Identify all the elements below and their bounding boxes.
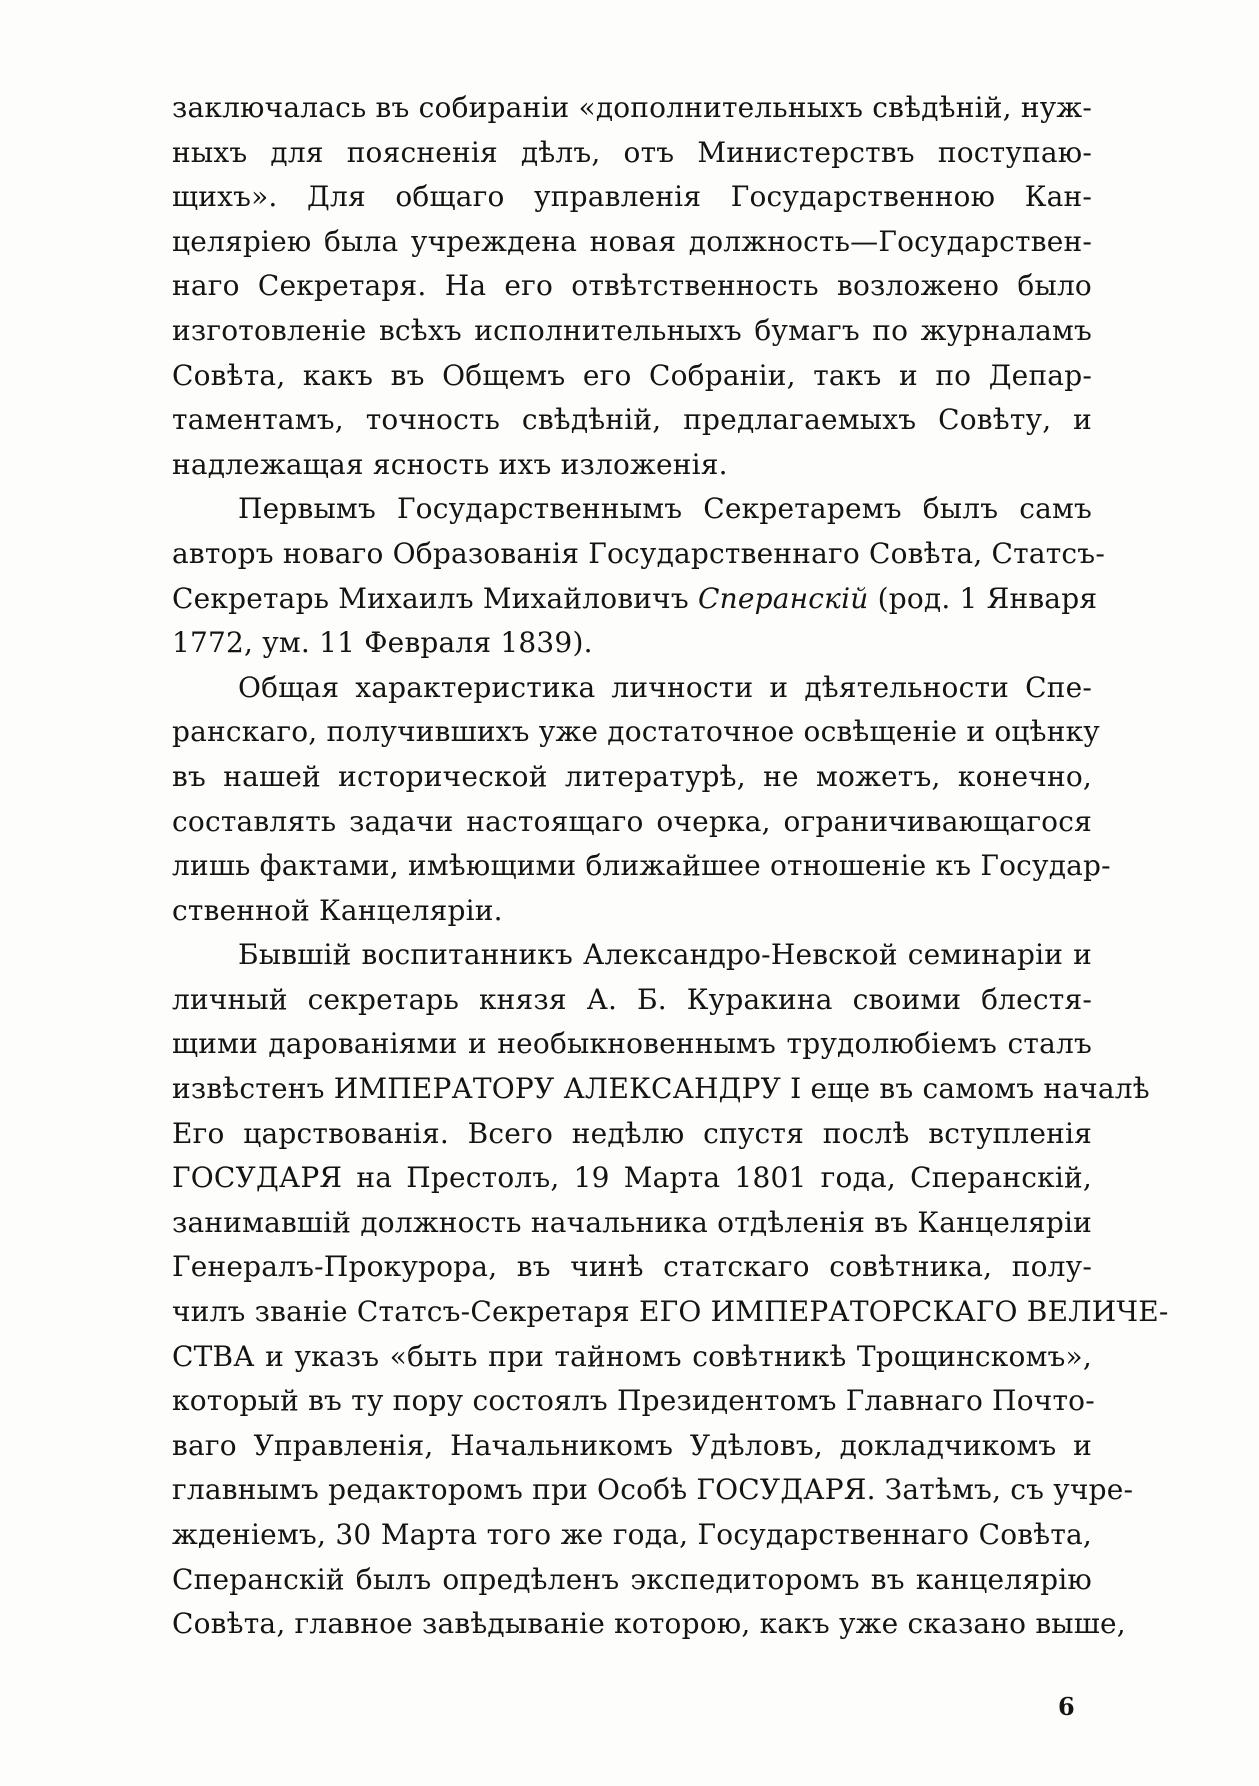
- text-line: ГОСУДАРЯ на Престолъ, 19 Марта 1801 года, Сперанскiй,: [172, 1161, 1092, 1195]
- page-number: 6: [1058, 1692, 1075, 1721]
- text-line: Совѣта, какъ въ Общемъ его Собранiи, такъ и по Депар-: [172, 358, 1092, 392]
- text-line: Первымъ Государственнымъ Секретаремъ былъ самъ: [238, 492, 1092, 526]
- text-segment: (род. 1 Января: [877, 581, 1098, 615]
- text-line: целярiею была учреждена новая должность—Государствен-: [172, 224, 1092, 258]
- text-line: щими дарованiями и необыкновеннымъ трудолюбiемъ сталъ: [172, 1027, 1092, 1061]
- text-line: Его царствованiя. Всего недѣлю спустя послѣ вступленiя: [172, 1116, 1092, 1150]
- text-line: ранскаго, получившихъ уже достаточное освѣщенiе и оцѣнку: [172, 715, 1100, 749]
- text-line: таментамъ, точность свѣдѣнiй, предлагаемыхъ Совѣту, и: [172, 403, 1092, 437]
- text-line: личный секретарь князя А. Б. Куракина своими блестя-: [172, 982, 1092, 1016]
- text-line: ственной Канцелярiи.: [172, 893, 503, 927]
- text-line: авторъ новаго Образованiя Государственнаго Совѣта, Статсъ-: [172, 536, 1105, 570]
- text-segment: Секретарь Михаилъ Михайловичъ: [172, 581, 689, 615]
- text-line: чилъ званiе Статсъ-Секретаря ЕГО ИМПЕРАТОРСКАГО ВЕЛИЧЕ-: [172, 1295, 1169, 1329]
- text-line: главнымъ редакторомъ при Особѣ ГОСУДАРЯ. Затѣмъ, съ учре-: [172, 1473, 1134, 1507]
- text-line: заключалась въ собиранiи «дополнительныхъ свѣдѣнiй, нуж-: [172, 91, 1092, 124]
- italic-surname: Сперанскiй: [698, 581, 869, 615]
- text-line: занимавшiй должность начальника отдѣленiя въ Канцелярiи: [172, 1205, 1092, 1239]
- paragraph-1: [172, 86, 1092, 487]
- text-line: Сперанскiй былъ опредѣленъ экспедиторомъ въ канцелярiю: [172, 1562, 1092, 1596]
- text-line: ныхъ для поясненiя дѣлъ, отъ Министерствъ поступаю-: [172, 135, 1092, 169]
- text-line: надлежащая ясность ихъ изложенiя.: [172, 447, 728, 481]
- text-line: Совѣта, главное завѣдыванiе которою, какъ уже сказано выше,: [172, 1607, 1126, 1641]
- text-line: въ нашей исторической литературѣ, не можетъ, конечно,: [172, 759, 1092, 793]
- text-line: который въ ту пору состоялъ Президентомъ Главнаго Почто-: [172, 1384, 1095, 1418]
- text-line: щихъ». Для общаго управленiя Государственною Кан-: [172, 180, 1092, 214]
- text-line-with-name: [172, 577, 1098, 622]
- text-line: извѣстенъ ИМПЕРАТОРУ АЛЕКСАНДРУ I еще въ самомъ началѣ: [172, 1072, 1150, 1106]
- paragraph-2: [172, 487, 1105, 665]
- text-line: 1772, ум. 11 Февраля 1839).: [172, 626, 593, 660]
- text-line: жденiемъ, 30 Марта того же года, Государственнаго Совѣта,: [172, 1518, 1092, 1551]
- text-line: Генералъ-Прокурора, въ чинѣ статскаго совѣтника, полу-: [172, 1250, 1092, 1284]
- paragraph-3: [172, 666, 1111, 934]
- text-line: изготовленiе всѣхъ исполнительныхъ бумагъ по журналамъ: [172, 313, 1092, 347]
- paragraph-4: [172, 933, 1169, 1647]
- text-line: Общая характеристика личности и дѣятельности Спе-: [238, 670, 1092, 704]
- body-text: [172, 86, 1169, 1647]
- text-line: Бывшiй воспитанникъ Александро-Невской семинарiи и: [238, 938, 1092, 972]
- text-line: СТВА и указъ «быть при тайномъ совѣтникѣ Трощинскомъ»,: [172, 1339, 1092, 1373]
- text-line: наго Секретаря. На его отвѣтственность возложено было: [172, 269, 1092, 303]
- text-line: лишь фактами, имѣющими ближайшее отношенiе къ Государ-: [172, 849, 1111, 883]
- text-line: составлять задачи настоящаго очерка, ограничивающагося: [172, 804, 1092, 838]
- text-line: ваго Управленiя, Начальникомъ Удѣловъ, докладчикомъ и: [172, 1428, 1092, 1462]
